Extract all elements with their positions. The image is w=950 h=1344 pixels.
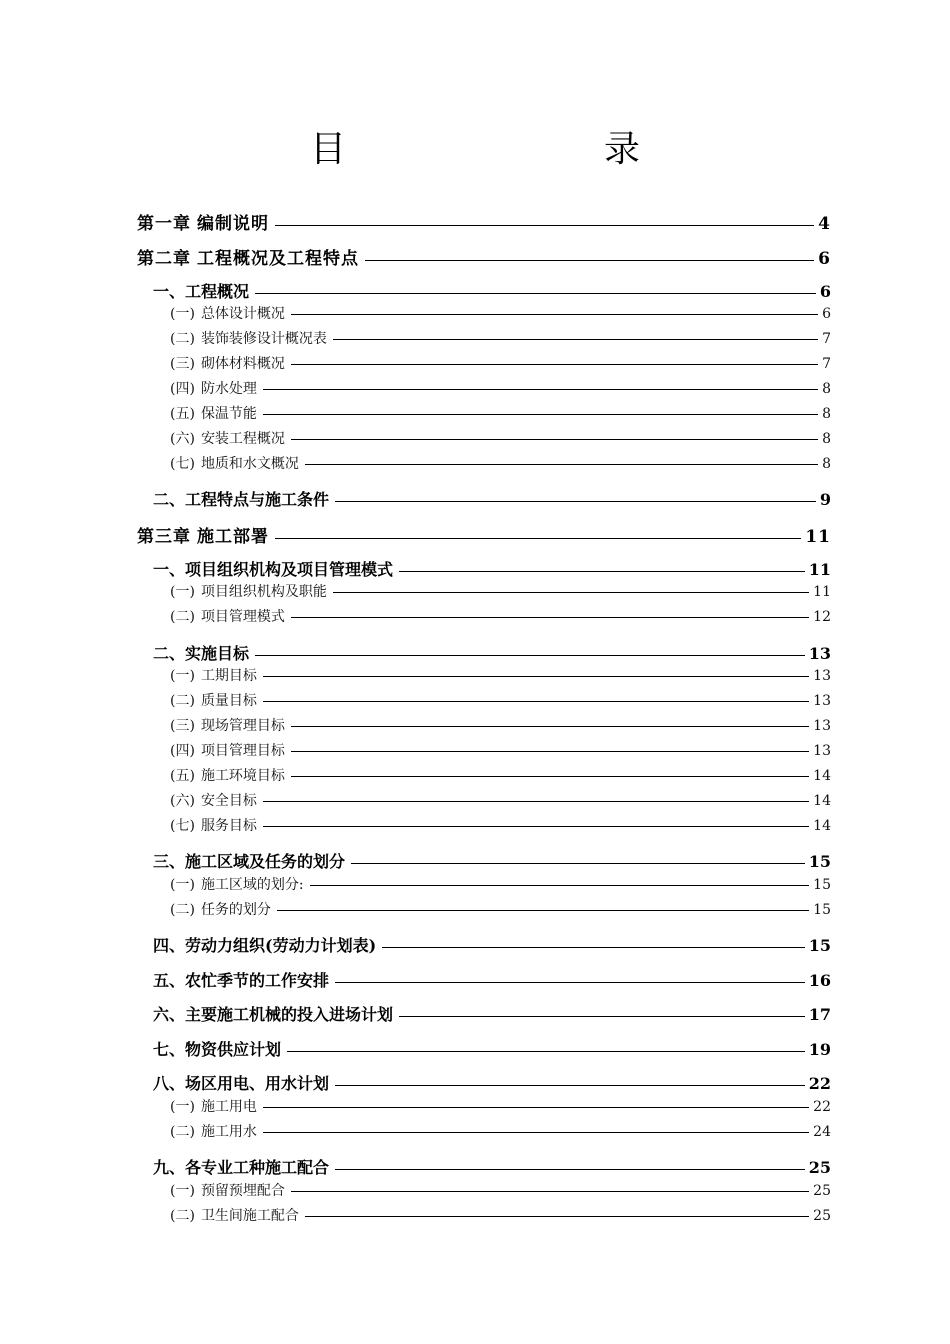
toc-entry-title: 施工用水 [200,1124,257,1140]
leader-line [291,314,818,315]
toc-entry-title: 七、物资供应计划 [153,1040,282,1059]
page-title: 目 录 [309,129,702,170]
toc-entry-number: (一) [170,1099,195,1115]
toc-entry[interactable] [170,303,831,323]
toc-entry-page: 13 [813,668,831,684]
toc-entry-page: 7 [822,331,831,347]
leader-line [333,339,818,340]
toc-entry-title: 六、主要施工机械的投入进场计划 [153,1005,394,1024]
toc-entry-page: 4 [818,214,831,234]
toc-entry-number: (二) [170,693,195,709]
leader-line [399,571,805,572]
leader-line [255,293,816,294]
toc-entry-page: 14 [813,793,831,809]
toc-entry-page: 25 [813,1183,831,1199]
toc-entry-page: 8 [822,431,831,447]
toc-entry-page: 22 [813,1099,831,1115]
toc-entry-page: 13 [813,718,831,734]
toc-entry-page: 6 [822,306,831,322]
toc-entry[interactable] [153,849,831,872]
leader-line [263,701,809,702]
toc-entry-page: 17 [808,1005,831,1024]
leader-line [263,826,809,827]
toc-entry[interactable] [170,1180,831,1200]
toc-entry[interactable] [153,641,831,664]
leader-line [255,655,805,656]
leader-line [275,538,801,539]
toc-entry-title: 服务目标 [200,818,257,834]
toc-entry[interactable] [153,933,831,956]
toc-entry-page: 11 [805,527,831,547]
toc-entry-number: (七) [170,818,195,834]
toc-entry-page: 16 [808,971,831,990]
toc-entry-title: 二、工程特点与施工条件 [153,490,330,509]
leader-line [291,617,809,618]
toc-entry-title: 项目组织机构及职能 [200,584,327,600]
toc-entry[interactable] [170,1096,831,1116]
toc-entry-title: 九、各专业工种施工配合 [153,1158,330,1177]
toc-entry[interactable] [153,1037,831,1060]
leader-line [263,801,809,802]
toc-entry-page: 13 [813,743,831,759]
toc-entry-title: 保温节能 [200,406,257,422]
toc-entry[interactable] [170,690,831,710]
toc-entry[interactable] [137,522,831,547]
toc-entry-page: 15 [813,902,831,918]
leader-line [263,1132,809,1133]
toc-entry[interactable] [170,1121,831,1141]
toc-entry-title: 项目管理模式 [200,609,285,625]
toc-entry-title: 工期目标 [200,668,257,684]
toc-entry-number: (四) [170,743,195,759]
leader-line [263,414,818,415]
toc-entry-title: 施工环境目标 [200,768,285,784]
toc-entry-title: 四、劳动力组织(劳动力计划表) [153,936,377,955]
toc-entry-number: (二) [170,1208,195,1224]
toc-entry-number: 第二章 [137,249,191,269]
toc-entry-title: 现场管理目标 [200,718,285,734]
toc-entry[interactable] [170,1205,831,1225]
toc-entry-page: 8 [822,406,831,422]
toc-entry-title: 施工部署 [197,527,269,547]
toc-entry-number: (六) [170,431,195,447]
toc-entry-number: (三) [170,356,195,372]
toc-entry-page: 11 [808,560,831,579]
toc-entry-page: 13 [808,644,831,663]
toc-entry-number: 第一章 [137,214,191,234]
toc-entry-title: 三、施工区域及任务的划分 [153,852,346,871]
toc-entry-page: 11 [813,584,831,600]
toc-entry[interactable] [153,1071,831,1094]
toc-entry-page: 7 [822,356,831,372]
toc-entry-page: 24 [813,1124,831,1140]
toc-entry[interactable] [170,606,831,626]
toc-entry-page: 13 [813,693,831,709]
leader-line [291,776,809,777]
toc-entry-number: (二) [170,331,195,347]
leader-line [365,260,814,261]
leader-line [291,751,809,752]
leader-line [291,364,818,365]
toc-entry[interactable] [137,209,831,234]
leader-line [351,863,805,864]
leader-line [277,910,809,911]
toc-entry-number: (七) [170,456,195,472]
toc-entry-number: (六) [170,793,195,809]
toc-entry[interactable] [170,765,831,785]
leader-line [333,592,809,593]
leader-line [335,1169,805,1170]
toc-entry-page: 22 [808,1074,831,1093]
toc-entry-title: 防水处理 [200,381,257,397]
toc-entry-number: (三) [170,718,195,734]
toc-entry[interactable] [170,428,831,448]
toc-entry-page: 6 [818,249,831,269]
toc-entry-title: 地质和水文概况 [200,456,299,472]
toc-entry-title: 工程概况及工程特点 [197,249,359,269]
leader-line [335,1085,805,1086]
leader-line [291,1191,809,1192]
toc-entry-title: 五、农忙季节的工作安排 [153,971,330,990]
toc-entry[interactable] [170,581,831,601]
toc-entry[interactable] [170,815,831,835]
toc-entry-title: 总体设计概况 [200,306,285,322]
toc-entry[interactable] [170,715,831,735]
leader-line [335,982,805,983]
toc-entry-title: 安装工程概况 [200,431,285,447]
leader-line [263,676,809,677]
leader-line [382,947,805,948]
toc-entry-page: 12 [813,609,831,625]
toc-entry[interactable] [170,453,831,473]
toc-entry-title: 一、工程概况 [153,282,250,301]
toc-entry-number: (一) [170,306,195,322]
toc-entry-page: 8 [822,381,831,397]
toc-entry-number: 第三章 [137,527,191,547]
toc-entry-page: 8 [822,456,831,472]
toc-entry[interactable] [153,487,831,510]
toc-entry-page: 6 [819,282,831,301]
leader-line [291,726,809,727]
toc-entry-title: 砌体材料概况 [200,356,285,372]
toc-entry-title: 卫生间施工配合 [200,1208,299,1224]
leader-line [305,1216,809,1217]
toc-entry-title: 施工区域的划分: [200,877,304,893]
toc-entry[interactable] [170,328,831,348]
toc-entry[interactable] [153,557,831,580]
leader-line [305,464,818,465]
toc-entry-number: (一) [170,877,195,893]
toc-entry-title: 施工用电 [200,1099,257,1115]
toc-entry-title: 一、项目组织机构及项目管理模式 [153,560,394,579]
toc-entry-title: 安全目标 [200,793,257,809]
toc-entry-title: 项目管理目标 [200,743,285,759]
toc-entry[interactable] [153,1155,831,1178]
toc-entry[interactable] [170,353,831,373]
toc-entry-page: 19 [808,1040,831,1059]
toc-entry-page: 9 [819,490,831,509]
toc-entry-number: (五) [170,768,195,784]
toc-entry-number: (四) [170,381,195,397]
toc-entry[interactable] [170,899,831,919]
toc-entry-page: 14 [813,768,831,784]
toc-entry-number: (一) [170,1183,195,1199]
toc-entry-page: 14 [813,818,831,834]
toc-entry-number: (二) [170,1124,195,1140]
toc-entry-title: 装饰装修设计概况表 [200,331,327,347]
toc-entry[interactable] [170,403,831,423]
toc-entry[interactable] [153,1002,831,1025]
toc-entry[interactable] [153,968,831,991]
toc-entry-number: (一) [170,584,195,600]
toc-entry-page: 15 [808,852,831,871]
leader-line [310,885,810,886]
toc-entry-title: 质量目标 [200,693,257,709]
toc-entry[interactable] [170,378,831,398]
toc-entry-page: 25 [808,1158,831,1177]
toc-entry-title: 二、实施目标 [153,644,250,663]
leader-line [287,1051,805,1052]
toc-entry[interactable] [170,665,831,685]
toc-entry-title: 编制说明 [197,214,269,234]
leader-line [263,1107,809,1108]
leader-line [399,1016,805,1017]
toc-entry-number: (二) [170,902,195,918]
toc-entry-number: (二) [170,609,195,625]
toc-entry[interactable] [170,874,831,894]
leader-line [263,389,818,390]
toc-entry[interactable] [170,790,831,810]
toc-entry[interactable] [170,740,831,760]
leader-line [291,439,818,440]
toc-entry-page: 15 [813,877,831,893]
toc-entry[interactable] [137,244,831,269]
toc-entry-number: (五) [170,406,195,422]
toc-entry-page: 15 [808,936,831,955]
toc-entry[interactable] [153,279,831,302]
toc-entry-number: (一) [170,668,195,684]
toc-entry-page: 25 [813,1208,831,1224]
toc-entry-title: 预留预埋配合 [200,1183,285,1199]
leader-line [275,225,814,226]
toc-entry-title: 八、场区用电、用水计划 [153,1074,330,1093]
leader-line [335,501,816,502]
toc-entry-title: 任务的划分 [200,902,271,918]
